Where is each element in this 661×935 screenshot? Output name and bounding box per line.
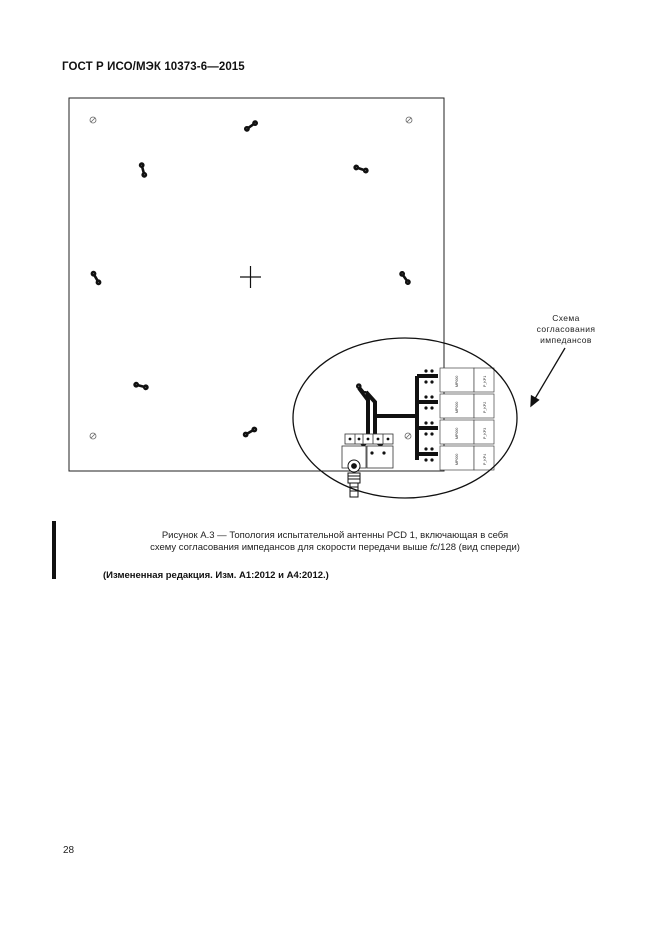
trace-pins (424, 369, 433, 461)
pad-part-3: MP000 (455, 427, 459, 439)
sma-connector (348, 460, 360, 497)
pad-id-4: P_KP4 (483, 453, 487, 465)
pad-part-1: MP000 (455, 375, 459, 387)
caption-fc-symbol: fc (430, 542, 438, 553)
callout-label (526, 313, 606, 346)
callout-line-2: согласования (536, 324, 596, 334)
pad-id-3: P_KP3 (483, 427, 487, 439)
caption-line-2 (100, 542, 570, 554)
document-header: ГОСТ Р ИСО/МЭК 10373-6—2015 (62, 61, 245, 73)
caption-line-2-text: схему согласования импедансов для скорости передачи выше (150, 542, 431, 553)
callout-arrow (531, 348, 565, 406)
caption-line-2-end: /128 (вид спереди) (437, 542, 520, 553)
amendment-note: (Измененная редакция. Изм. А1:2012 и А4:2012.) (103, 570, 329, 581)
pad-part-4: MP000 (455, 453, 459, 465)
change-bar (52, 521, 56, 579)
callout-line-3: импедансов (540, 335, 592, 345)
caption-line-1: Рисунок А.3 — Топология испытательной антенны PCD 1, включающая в себя (161, 530, 509, 541)
page-number: 28 (63, 845, 75, 856)
pad-id-1: P_KP1 (483, 375, 487, 387)
pad-part-2: MP000 (455, 401, 459, 413)
pad-id-2: P_KP2 (483, 401, 487, 413)
center-crosshair (240, 266, 261, 288)
figure-caption (100, 530, 570, 554)
callout-line-1: Схема (552, 313, 580, 323)
